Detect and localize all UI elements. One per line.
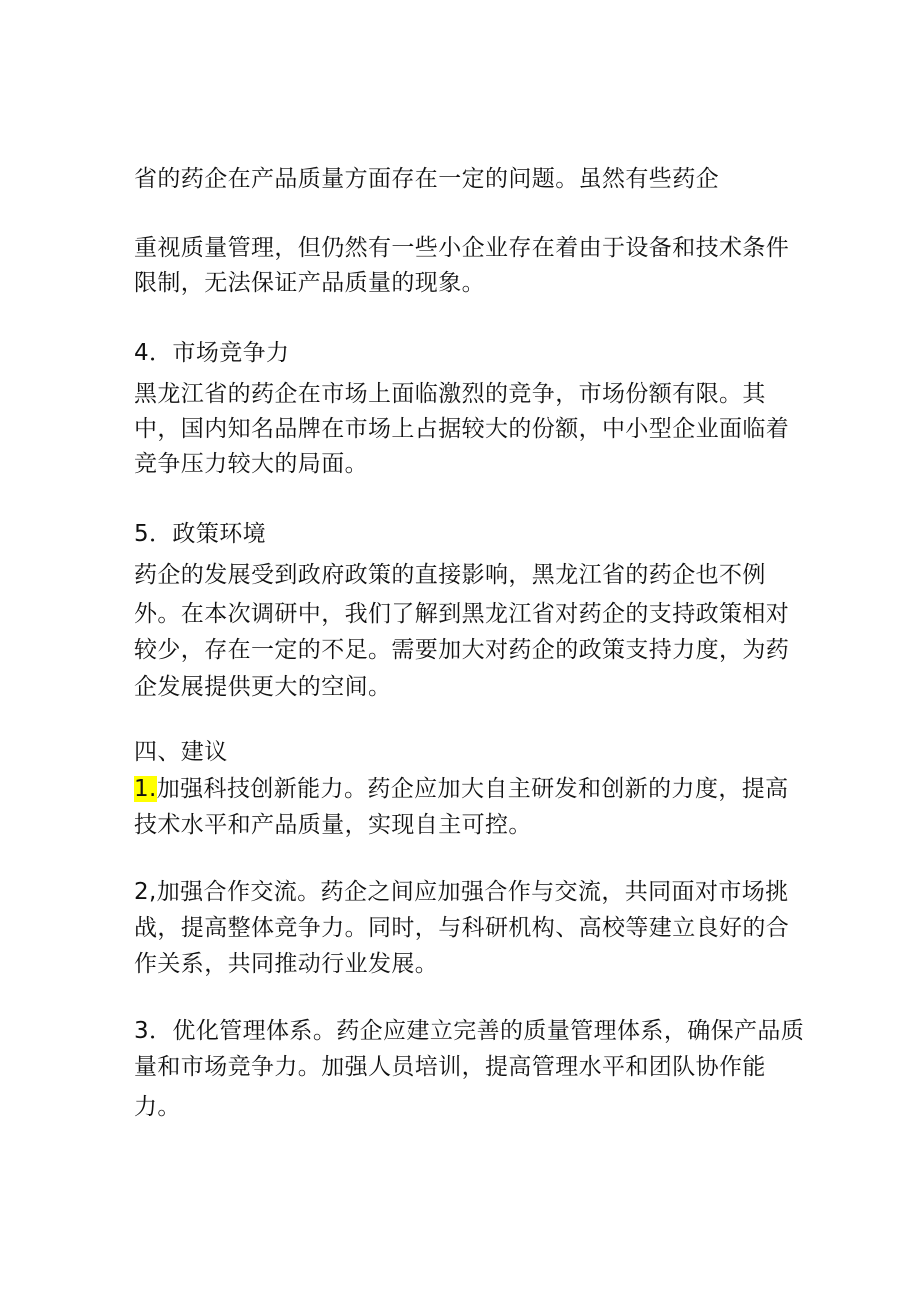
suggestion-2-line: 2,加强合作交流。药企之间应加强合作与交流，共同面对市场挑 xyxy=(134,879,789,905)
paragraph-line: 力。 xyxy=(134,1094,181,1120)
paragraph-line: 重视质量管理，但仍然有一些小企业存在着由于设备和技术条件 xyxy=(134,235,790,261)
suggestion-3-line: 3．优化管理体系。药企应建立完善的质量管理体系，确保产品质 xyxy=(134,1018,805,1044)
paragraph-line: 企发展提供更大的空间。 xyxy=(134,674,392,700)
section-heading-policy: 5．政策环境 xyxy=(134,521,267,547)
paragraph-line: 限制，无法保证产品质量的现象。 xyxy=(134,270,485,296)
paragraph-line: 黑龙江省的药企在市场上面临激烈的竞争，市场份额有限。其 xyxy=(134,381,766,407)
paragraph-line: 技术水平和产品质量，实现自主可控。 xyxy=(134,812,532,838)
section-heading-market: 4．市场竞争力 xyxy=(134,340,290,366)
paragraph-line: 战，提高整体竞争力。同时，与科研机构、高校等建立良好的合 xyxy=(134,915,790,941)
paragraph-line: 省的药企在产品质量方面存在一定的问题。虽然有些药企 xyxy=(134,166,719,192)
highlighted-number: 1. xyxy=(134,776,157,802)
paragraph-line: 中，国内知名品牌在市场上占据较大的份额，中小型企业面临着 xyxy=(134,416,790,442)
suggestion-1-line xyxy=(134,772,789,806)
section-heading-suggestions: 四、建议 xyxy=(134,739,228,765)
paragraph-line: 药企的发展受到政府政策的直接影响，黑龙江省的药企也不例 xyxy=(134,562,766,588)
paragraph-line: 外。在本次调研中，我们了解到黑龙江省对药企的支持政策相对 xyxy=(134,601,790,627)
paragraph-line: 作关系，共同推动行业发展。 xyxy=(134,951,439,977)
paragraph-line: 竞争压力较大的局面。 xyxy=(134,451,368,477)
paragraph-line: 较少，存在一定的不足。需要加大对药企的政策支持力度，为药 xyxy=(134,637,790,663)
suggestion-1-text: 加强科技创新能力。药企应加大自主研发和创新的力度，提高 xyxy=(156,776,789,802)
paragraph-line: 量和市场竞争力。加强人员培训，提高管理水平和团队协作能 xyxy=(134,1054,766,1080)
